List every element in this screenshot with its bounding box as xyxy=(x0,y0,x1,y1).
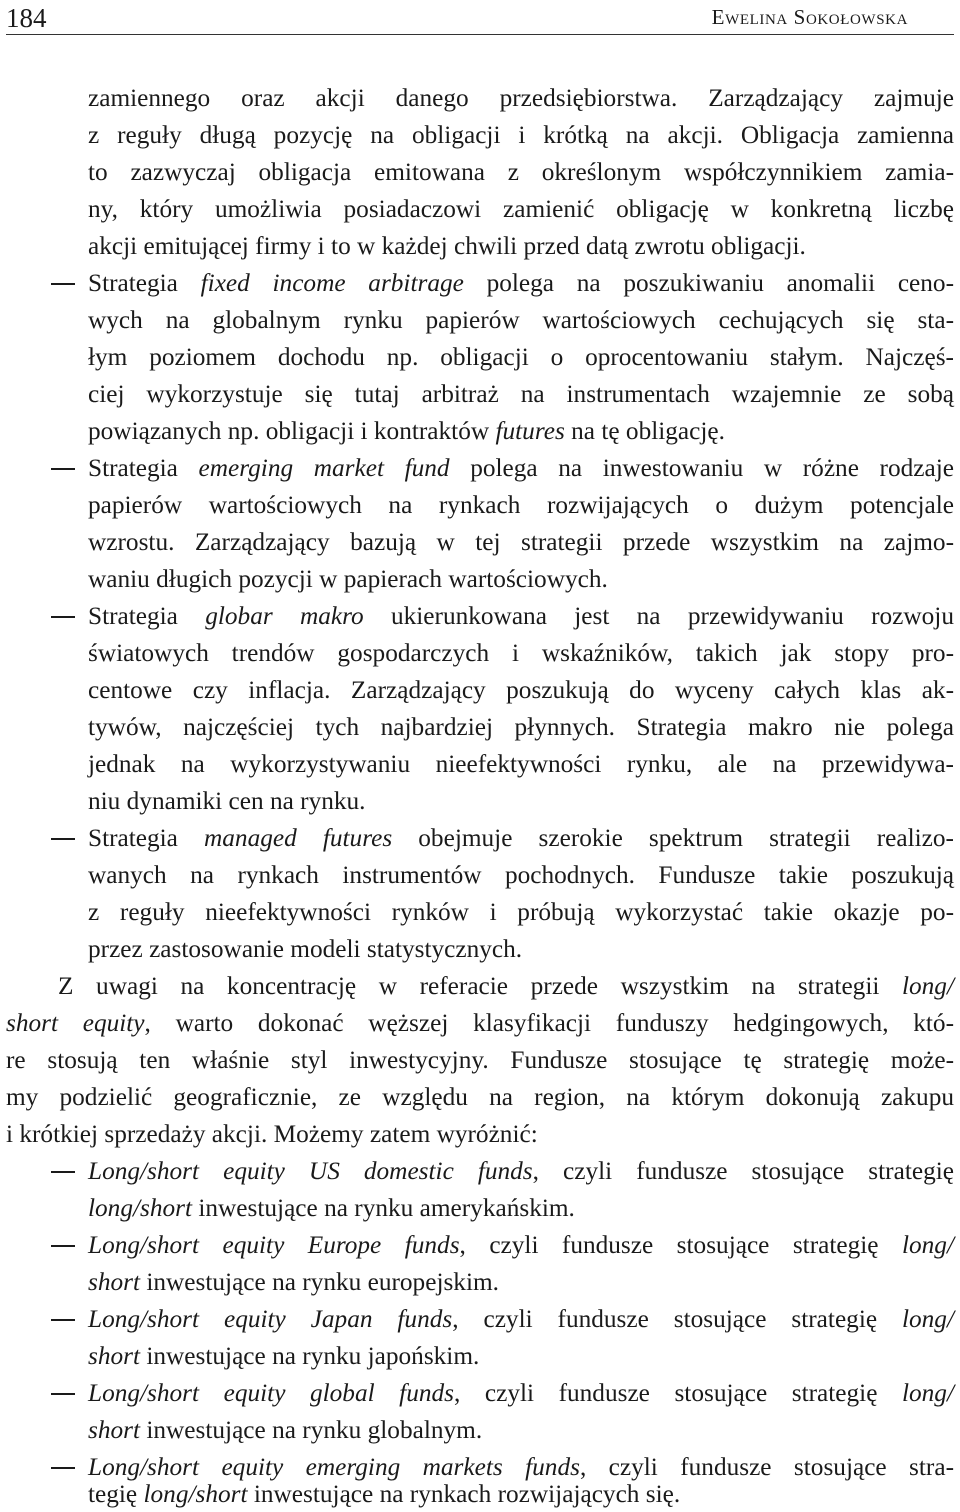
italic-term: managed futures xyxy=(204,824,393,852)
italic-term: Long/short equity emerging markets funds xyxy=(88,1453,580,1481)
text-run: , czyli fundusze stosujące strategię xyxy=(454,1379,902,1407)
text-run: inwestujące na rynku amerykańskim. xyxy=(192,1194,575,1222)
text-run: przez zastosowanie modeli statystycznych. xyxy=(88,935,523,963)
text-run: inwestujące na rynku europejskim. xyxy=(140,1268,499,1296)
italic-term: short xyxy=(88,1416,141,1444)
italic-term: Long/short equity US domestic funds xyxy=(88,1157,533,1185)
text-run: z reguły nieefektywności rynków i próbują wykorzystać takie okazje po- xyxy=(88,898,954,926)
text-run: jednak na wykorzystywaniu nieefektywności rynku, ale na przewidywa- xyxy=(88,750,954,778)
list-dash xyxy=(51,1393,75,1395)
text-run: i krótkiej sprzedaży akcji. Możemy zatem wyróżnić: xyxy=(6,1120,538,1148)
list-item-line xyxy=(88,857,954,893)
italic-term: Long/short equity Europe funds xyxy=(88,1231,460,1259)
list-item-line xyxy=(88,265,954,301)
list-item-line xyxy=(88,413,725,449)
list-item-line xyxy=(88,376,954,412)
italic-term: short xyxy=(88,1268,141,1296)
text-run: my podzielić geograficznie, ze względu na region, na którym dokonują zakupu xyxy=(6,1083,954,1111)
list-item-line xyxy=(88,450,954,486)
text-run: Strategia xyxy=(88,454,199,482)
text-run: , czyli fundusze stosujące strategię xyxy=(452,1305,902,1333)
italic-term: short equity xyxy=(6,1009,145,1037)
text-run: akcji emitującej firmy i to w każdej chwili przed datą zwrotu obligacji. xyxy=(88,232,806,260)
text-run: wych na globalnym rynku papierów wartościowych cechujących się sta- xyxy=(88,306,954,334)
text-line xyxy=(58,968,954,1004)
list-dash xyxy=(51,838,75,840)
text-run: , czyli fundusze stosujące strategię xyxy=(459,1231,902,1259)
italic-term: long/short xyxy=(143,1480,248,1508)
list-dash xyxy=(51,1319,75,1321)
list-item-line xyxy=(88,820,954,856)
text-run: tegię xyxy=(88,1480,144,1508)
list-item-line xyxy=(88,1153,954,1189)
text-run: ukierunkowana jest na przewidywaniu rozwoju xyxy=(363,602,954,630)
text-run: inwestujące na rynku globalnym. xyxy=(140,1416,483,1444)
italic-term: long/ xyxy=(901,1231,954,1259)
list-item-line xyxy=(88,1476,680,1512)
text-run: inwestujące na rynkach rozwijających się. xyxy=(247,1480,681,1508)
text-line xyxy=(6,1042,954,1078)
list-dash xyxy=(51,468,75,470)
italic-term: futures xyxy=(495,417,565,445)
text-line xyxy=(88,228,806,264)
text-line xyxy=(88,191,954,227)
list-item-line xyxy=(88,524,954,560)
text-run: obejmuje szerokie spektrum strategii realizo- xyxy=(392,824,954,852)
italic-term: short xyxy=(88,1342,141,1370)
list-item-line xyxy=(88,302,954,338)
list-dash xyxy=(51,616,75,618)
text-run: wanych na rynkach instrumentów pochodnych. Fundusze takie poszukują xyxy=(88,861,954,889)
page-header xyxy=(6,0,954,35)
list-dash xyxy=(51,1245,75,1247)
text-run: centowe czy inflacja. Zarządzający poszukują do wyceny całych klas ak- xyxy=(88,676,954,704)
text-run: polega na poszukiwaniu anomalii ceno- xyxy=(463,269,954,297)
page-number: 184 xyxy=(6,3,47,33)
italic-term: emerging market fund xyxy=(198,454,450,482)
text-run: , czyli fundusze stosujące strategię xyxy=(532,1157,954,1185)
list-item-line xyxy=(88,709,954,745)
list-item-line xyxy=(88,635,954,671)
list-item-line xyxy=(88,1264,499,1300)
text-run: papierów wartościowych na rynkach rozwijających o dużym potencjale xyxy=(88,491,954,519)
list-dash xyxy=(51,1467,75,1469)
text-run: ny, który umożliwia posiadaczowi zamienić obligację w konkretną liczbę xyxy=(88,195,954,223)
list-item-line xyxy=(88,561,608,597)
italic-term: Long/short equity Japan funds xyxy=(88,1305,453,1333)
list-item-line xyxy=(88,894,954,930)
text-run: ciej wykorzystuje się tutaj arbitraż na instrumentach wzajemnie ze sobą xyxy=(88,380,954,408)
list-item-line xyxy=(88,339,954,375)
text-run: Strategia xyxy=(88,269,201,297)
text-run: Strategia xyxy=(88,602,206,630)
list-item-line xyxy=(88,1190,575,1226)
italic-term: Long/short equity global funds xyxy=(88,1379,454,1407)
text-line xyxy=(88,117,954,153)
text-run: tywów, najczęściej tych najbardziej płynnych. Strategia makro nie polega xyxy=(88,713,954,741)
text-run: niu dynamiki cen na rynku. xyxy=(88,787,366,815)
text-line xyxy=(6,1116,538,1152)
text-line xyxy=(6,1005,954,1041)
text-run: Strategia xyxy=(88,824,205,852)
text-run: to zazwyczaj obligacja emitowana z określonym współczynnikiem zamia- xyxy=(88,158,954,186)
italic-term: long/ xyxy=(901,972,954,1000)
list-dash xyxy=(51,283,75,285)
list-item-line xyxy=(88,931,522,967)
text-run: inwestujące na rynku japońskim. xyxy=(140,1342,480,1370)
text-run: na tę obligację. xyxy=(564,417,725,445)
list-dash xyxy=(51,1171,75,1173)
running-head-author: Ewelina Sokołowska xyxy=(711,5,908,29)
italic-term: long/ xyxy=(901,1305,954,1333)
text-run: re stosują ten właśnie styl inwestycyjny. Fundusze stosujące tę strategię może- xyxy=(6,1046,954,1074)
italic-term: globar makro xyxy=(205,602,364,630)
text-run: światowych trendów gospodarczych i wskaźników, takich jak stopy pro- xyxy=(88,639,954,667)
list-item-line xyxy=(88,1227,954,1263)
text-line xyxy=(88,154,954,190)
text-line xyxy=(88,80,954,116)
text-run: , warto dokonać węższej klasyfikacji funduszy hedgingowych, któ- xyxy=(144,1009,954,1037)
text-run: Z uwagi na koncentrację w referacie przede wszystkim na strategii xyxy=(58,972,902,1000)
list-item-line xyxy=(88,487,954,523)
text-run: łym poziomem dochodu np. obligacji o oprocentowaniu stałym. Najczęś- xyxy=(88,343,954,371)
list-item-line xyxy=(88,598,954,634)
list-item-line xyxy=(88,1412,482,1448)
text-run: , czyli fundusze stosujące stra- xyxy=(579,1453,954,1481)
text-line xyxy=(6,1079,954,1115)
text-run: powiązanych np. obligacji i kontraktów xyxy=(88,417,496,445)
list-item-line xyxy=(88,672,954,708)
text-run: z reguły długą pozycję na obligacji i krótką na akcji. Obligacja zamienna xyxy=(88,121,954,149)
italic-term: fixed income arbitrage xyxy=(200,269,464,297)
italic-term: long/ xyxy=(901,1379,954,1407)
text-run: waniu długich pozycji w papierach wartościowych. xyxy=(88,565,608,593)
list-item-line xyxy=(88,1375,954,1411)
list-item-line xyxy=(88,783,366,819)
list-item-line xyxy=(88,1338,479,1374)
list-item-line xyxy=(88,746,954,782)
text-run: zamiennego oraz akcji danego przedsiębiorstwa. Zarządzający zajmuje xyxy=(88,84,954,112)
text-run: wzrostu. Zarządzający bazują w tej strategii przede wszystkim na zajmo- xyxy=(88,528,954,556)
text-run: polega na inwestowaniu w różne rodzaje xyxy=(449,454,954,482)
italic-term: long/short xyxy=(88,1194,193,1222)
list-item-line xyxy=(88,1301,954,1337)
